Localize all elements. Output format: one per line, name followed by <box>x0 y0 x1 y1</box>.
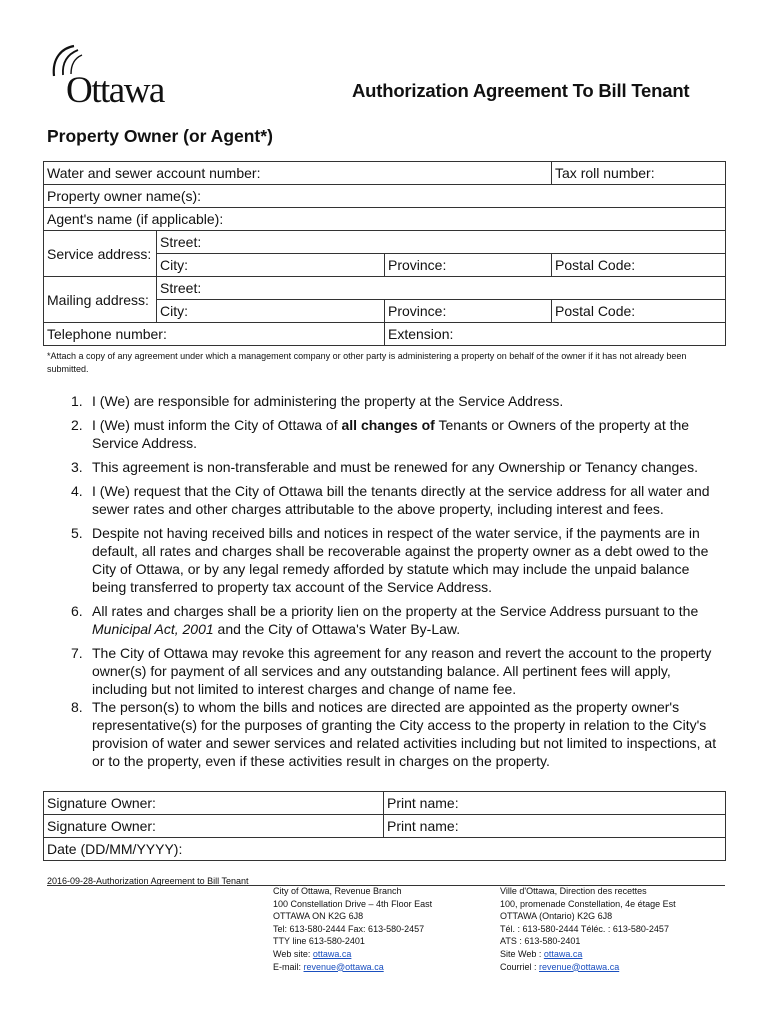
list-item: 1. I (We) are responsible for administering the property at the Service Address. <box>71 393 564 409</box>
signature-owner-2-field[interactable]: Signature Owner: <box>44 815 384 838</box>
mailing-province-field[interactable]: Province: <box>385 300 552 323</box>
list-item: 8. The person(s) to whom the bills and notices are directed are appointed as the property owner's representative(s) for the purposes of granting the City access to the property in relation to the City's provision of water and sewer services and related activities including but not limited to inspections, at or to the property, even if these activities result in charges on the property. <box>71 699 717 769</box>
owner-info-form <box>43 161 726 346</box>
contact-french: Ville d'Ottawa, Direction des recettes 100, promenade Constellation, 4e étage Est OTTAWA (Ontario) K2G 6J8 Tél. : 613-580-2444 Téléc. : 613-580-2457 ATS : 613-580-2401 Site Web : ottawa.ca Courriel : revenue@ottawa.ca <box>500 886 676 972</box>
email-link[interactable]: revenue@ottawa.ca <box>303 961 384 972</box>
service-province-field[interactable]: Province: <box>385 254 552 277</box>
website-link-fr[interactable]: ottawa.ca <box>543 948 583 959</box>
service-street-field[interactable]: Street: <box>157 231 726 254</box>
logo-wordmark: Ottawa <box>66 70 164 111</box>
service-postal-code-field[interactable]: Postal Code: <box>552 254 726 277</box>
telephone-field[interactable]: Telephone number: <box>44 323 385 346</box>
mailing-address-label: Mailing address: <box>44 277 157 323</box>
signature-form <box>43 791 726 861</box>
list-item: 3. This agreement is non-transferable and must be renewed for any Ownership or Tenancy changes. <box>71 459 698 475</box>
agent-footnote: *Attach a copy of any agreement under which a management company or other party is administering a property on behalf of the owner if it has not already been submitted. <box>47 351 687 374</box>
section-title: Property Owner (or Agent*) <box>47 126 273 146</box>
owner-names-field[interactable]: Property owner name(s): <box>44 185 726 208</box>
document-id: 2016-09-28-Authorization Agreement to Bill Tenant <box>47 876 249 886</box>
city-logo <box>44 42 184 111</box>
print-name-2-field[interactable]: Print name: <box>384 815 726 838</box>
mailing-street-field[interactable]: Street: <box>157 277 726 300</box>
contact-english: City of Ottawa, Revenue Branch 100 Constellation Drive – 4th Floor East OTTAWA ON K2G 6J8 Tel: 613-580-2444 Fax: 613-580-2457 TTY line 613-580-2401 Web site: ottawa.ca E-mail: revenue@ottawa.ca <box>273 886 433 972</box>
mailing-city-field[interactable]: City: <box>157 300 385 323</box>
agent-name-field[interactable]: Agent's name (if applicable): <box>44 208 726 231</box>
list-item: 4. I (We) request that the City of Ottawa bill the tenants directly at the service address for all water and sewer rates and other charges attributable to the above property, including interest and fees. <box>71 483 710 517</box>
water-account-field[interactable]: Water and sewer account number: <box>44 162 552 185</box>
document-title: Authorization Agreement To Bill Tenant <box>352 80 690 101</box>
service-address-label: Service address: <box>44 231 157 277</box>
mailing-postal-code-field[interactable]: Postal Code: <box>552 300 726 323</box>
website-link[interactable]: ottawa.ca <box>312 948 352 959</box>
signature-owner-1-field[interactable]: Signature Owner: <box>44 792 384 815</box>
print-name-1-field[interactable]: Print name: <box>384 792 726 815</box>
list-item: 5. Despite not having received bills and notices in respect of the water service, if the payments are in default, all rates and charges shall be recoverable against the property owner as a debt owed to the City of Ottawa, or by any legal remedy afforded by statute which may include the unpaid balance being transferred to property tax account of the Service Address. <box>71 525 709 595</box>
email-link-fr[interactable]: revenue@ottawa.ca <box>539 961 620 972</box>
list-item: 7. The City of Ottawa may revoke this agreement for any reason and revert the account to the property owner(s) for payment of all services and any outstanding balance. All pertinent fees will apply, including but not limited to interest charges and change of name fee. <box>71 645 712 697</box>
list-item: 6. All rates and charges shall be a priority lien on the property at the Service Address pursuant to the Municipal Act, 2001 and the City of Ottawa's Water By-Law. <box>71 603 699 637</box>
service-city-field[interactable]: City: <box>157 254 385 277</box>
extension-field[interactable]: Extension: <box>385 323 726 346</box>
tax-roll-field[interactable]: Tax roll number: <box>552 162 726 185</box>
date-field[interactable]: Date (DD/MM/YYYY): <box>44 838 726 861</box>
list-item: 2. I (We) must inform the City of Ottawa of all changes of Tenants or Owners of the property at the Service Address. <box>71 417 690 451</box>
terms-list <box>47 392 727 770</box>
